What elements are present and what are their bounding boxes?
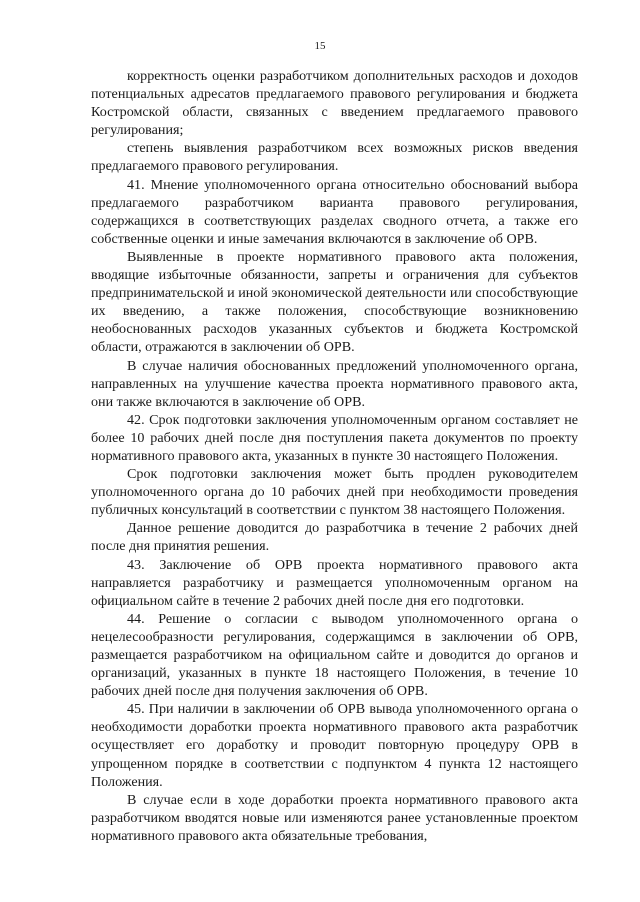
paragraph-decision-notice: Данное решение доводится до разработчика в течение 2 рабочих дней после дня принятия решения. <box>91 520 578 555</box>
paragraph-excessive-obligations: Выявленные в проекте нормативного правового акта положения, вводящие избыточные обязанности, запреты и ограничения для субъектов предпринимательской и иной экономической деятельности или способствующие их введению, а также положения, способствующие возникновению необоснованных расходов указанных субъектов и бюджета Костромской области, отражаются в заключении об ОРВ. <box>91 248 578 356</box>
paragraph-clause-41: 41. Мнение уполномоченного органа относительно обоснований выбора предлагаемого разработчиком варианта правового регулирования, содержащихся в соответствующих разделах сводного отчета, а также его собственные оценки и иные замечания включаются в заключение об ОРВ. <box>91 176 578 247</box>
paragraph-clause-43: 43. Заключение об ОРВ проекта нормативного правового акта направляется разработчику и размещается уполномоченным органом на официальном сайте в течение 2 рабочих дней после дня его подготовки. <box>91 556 578 609</box>
paragraph-clause-42: 42. Срок подготовки заключения уполномоченным органом составляет не более 10 рабочих дней после дня поступления пакета документов по проекту нормативного правового акта, указанных в пункте 30 настоящего Положения. <box>91 411 578 464</box>
page-number: 15 <box>314 40 326 52</box>
document-body <box>91 67 578 845</box>
paragraph-term-extension: Срок подготовки заключения может быть продлен руководителем уполномоченного органа до 10 рабочих дней при необходимости проведения публичных консультаций в соответствии с пунктом 38 настоящего Положения. <box>91 466 578 519</box>
paragraph-risk-identification: степень выявления разработчиком всех возможных рисков введения предлагаемого правового регулирования. <box>91 140 578 175</box>
paragraph-quality-proposals: В случае наличия обоснованных предложений уполномоченного органа, направленных на улучшение качества проекта нормативного правового акта, они также включаются в заключение об ОРВ. <box>91 357 578 410</box>
paragraph-clause-44: 44. Решение о согласии с выводом уполномоченного органа о нецелесообразности регулирования, содержащимся в заключении об ОРВ, размещается разработчиком на официальном сайте и доводится до органов и организаций, указанных в пункте 18 настоящего Положения, в течение 10 рабочих дней после дня получения заключения об ОРВ. <box>91 610 578 700</box>
paragraph-revision-requirements: В случае если в ходе доработки проекта нормативного правового акта разработчиком вводятся новые или изменяются ранее установленные проектом нормативного правового акта обязательные требования, <box>91 791 578 844</box>
paragraph-clause-45: 45. При наличии в заключении об ОРВ вывода уполномоченного органа о необходимости доработки проекта нормативного правового акта разработчик осуществляет его доработку и проводит повторную процедуру ОРВ в упрощенном порядке в соответствии с подпунктом 4 пункта 12 настоящего Положения. <box>91 701 578 790</box>
paragraph-assessment-correctness: корректность оценки разработчиком дополнительных расходов и доходов потенциальных адресатов предлагаемого правового регулирования и бюджета Костромской области, связанных с введением предлагаемого правового регулирования; <box>91 68 578 139</box>
